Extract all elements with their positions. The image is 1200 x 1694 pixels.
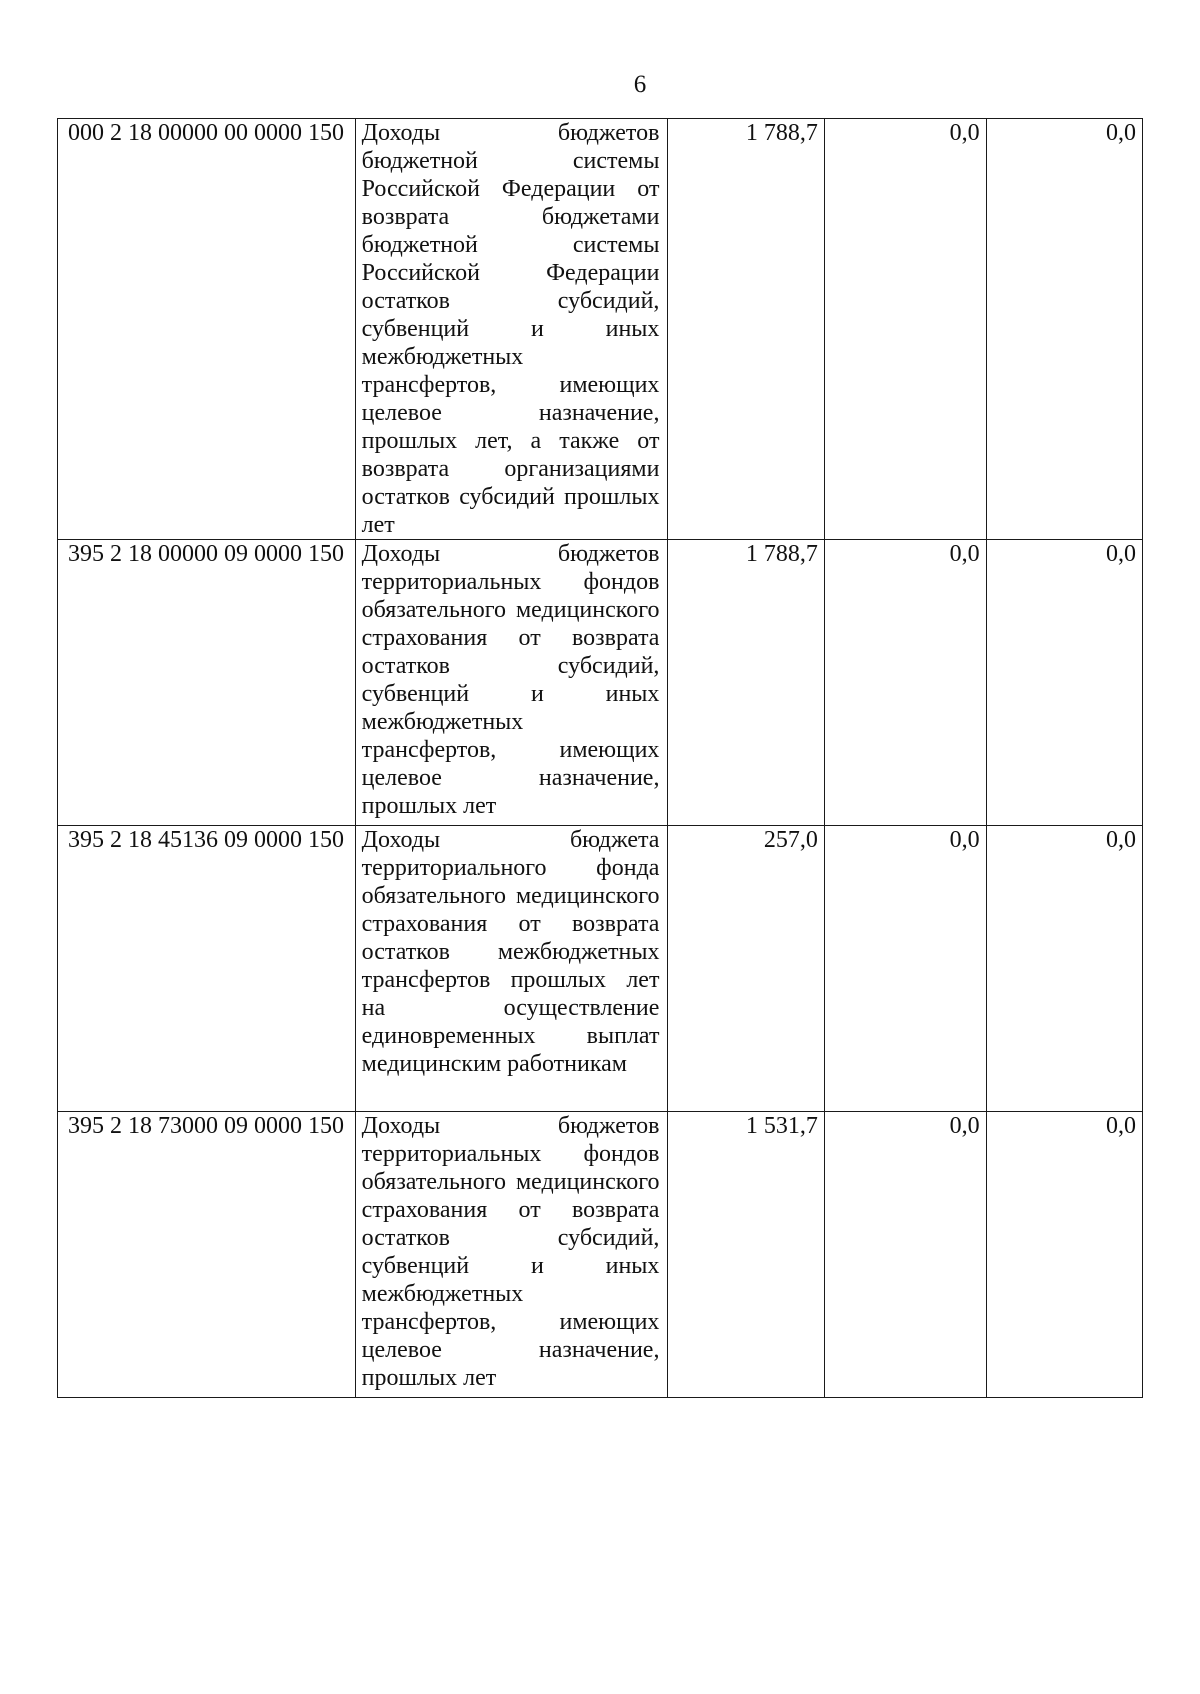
description-cell [355,540,668,826]
description-text: Доходы бюджетов территориальных фондов обязательного медицинского страхования от возврата остатков субсидий, субвенций и иных межбюджетных трансфертов, имеющих целевое назначение, прошлых лет [361,541,660,819]
value-cell-3: 0,0 [986,826,1142,1112]
value-cell-1: 1 788,7 [668,119,824,540]
table-row [58,119,1143,540]
value-cell-2: 0,0 [824,119,986,540]
value-cell-3: 0,0 [986,540,1142,826]
value-cell-1: 1 788,7 [668,540,824,826]
table-row [58,540,1143,826]
budget-code-cell: 395 2 18 00000 09 0000 150 [58,540,356,826]
value-cell-3: 0,0 [986,119,1142,540]
budget-code-cell: 395 2 18 45136 09 0000 150 [58,826,356,1112]
description-cell [355,119,668,540]
value-cell-2: 0,0 [824,826,986,1112]
value-cell-2: 0,0 [824,1112,986,1398]
value-cell-2: 0,0 [824,540,986,826]
value-cell-1: 257,0 [668,826,824,1112]
description-text: Доходы бюджетов территориальных фондов обязательного медицинского страхования от возврата остатков субсидий, субвенций и иных межбюджетных трансфертов, имеющих целевое назначение, прошлых лет [361,1113,660,1391]
table-row [58,1112,1143,1398]
page-number: 6 [633,71,647,98]
description-text: Доходы бюджетов бюджетной системы Российской Федерации от возврата бюджетами бюджетной системы Российской Федерации остатков субсидий, субвенций и иных межбюджетных трансфертов, имеющих целевое назначение, прошлых лет, а также от возврата организациями остатков субсидий прошлых лет [361,120,660,538]
description-text: Доходы бюджета территориального фонда обязательного медицинского страхования от возврата остатков межбюджетных трансфертов прошлых лет на осуществление единовременных выплат медицинским работникам [361,827,660,1077]
value-cell-1: 1 531,7 [668,1112,824,1398]
description-cell [355,826,668,1112]
budget-revenue-table [57,118,1143,1398]
description-cell [355,1112,668,1398]
value-cell-3: 0,0 [986,1112,1142,1398]
budget-code-cell: 000 2 18 00000 00 0000 150 [58,119,356,540]
budget-code-cell: 395 2 18 73000 09 0000 150 [58,1112,356,1398]
table-row [58,826,1143,1112]
